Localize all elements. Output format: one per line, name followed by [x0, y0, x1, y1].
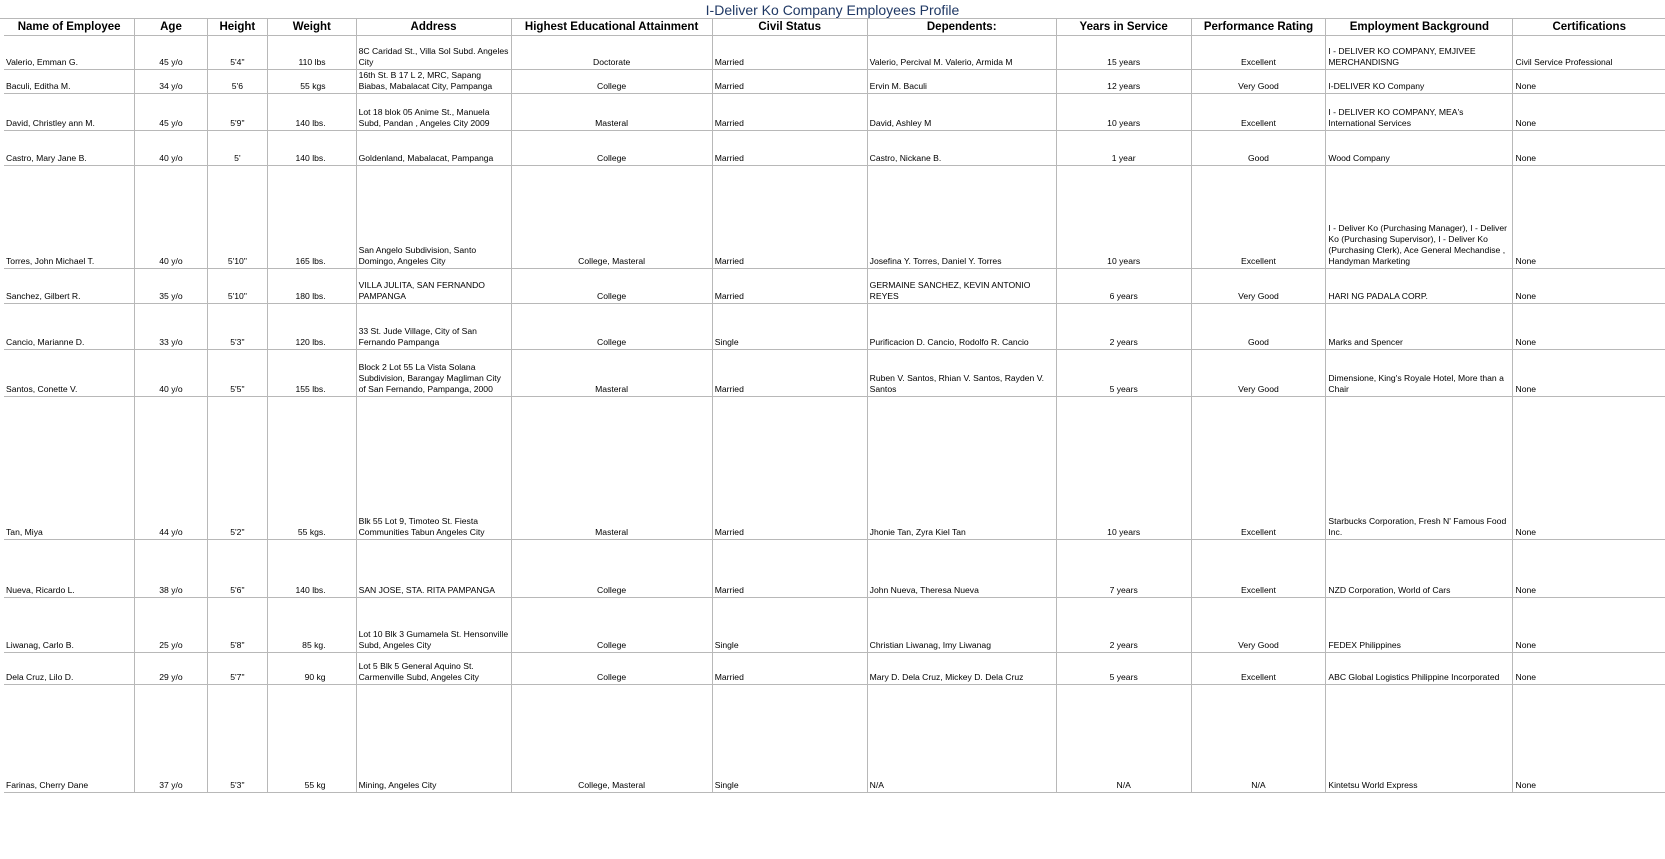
years-in-service-cell[interactable]: 1 year: [1056, 131, 1191, 166]
name-cell[interactable]: Dela Cruz, Lilo D.: [4, 653, 135, 685]
certifications-cell[interactable]: None: [1513, 94, 1665, 131]
age-cell[interactable]: 44 y/o: [135, 397, 207, 540]
civil-status-cell[interactable]: Married: [712, 166, 867, 269]
address-cell[interactable]: 8C Caridad St., Villa Sol Subd. Angeles City: [356, 36, 511, 70]
height-cell[interactable]: 5'5": [207, 350, 267, 397]
age-cell[interactable]: 35 y/o: [135, 269, 207, 304]
employment-background-cell[interactable]: Starbucks Corporation, Fresh N' Famous Food Inc.: [1326, 397, 1513, 540]
certifications-cell[interactable]: None: [1513, 304, 1665, 350]
header-row: [4, 18, 1665, 36]
education-cell[interactable]: College: [511, 131, 712, 166]
certifications-cell[interactable]: None: [1513, 397, 1665, 540]
education-cell[interactable]: Masteral: [511, 94, 712, 131]
height-cell[interactable]: 5'10": [207, 166, 267, 269]
employment-background-cell[interactable]: Marks and Spencer: [1326, 304, 1513, 350]
employment-background-cell[interactable]: I - DELIVER KO COMPANY, EMJIVEE MERCHANDISNG: [1326, 36, 1513, 70]
name-cell[interactable]: Santos, Conette V.: [4, 350, 135, 397]
certifications-cell[interactable]: None: [1513, 685, 1665, 793]
performance-rating-cell[interactable]: Excellent: [1191, 540, 1326, 598]
header-civil-status[interactable]: Civil Status: [712, 18, 867, 36]
dependents-cell[interactable]: John Nueva, Theresa Nueva: [867, 540, 1056, 598]
height-cell[interactable]: 5'6": [207, 540, 267, 598]
employment-background-cell[interactable]: HARI NG PADALA CORP.: [1326, 269, 1513, 304]
performance-rating-cell[interactable]: Excellent: [1191, 653, 1326, 685]
education-cell[interactable]: College: [511, 540, 712, 598]
employment-background-cell[interactable]: NZD Corporation, World of Cars: [1326, 540, 1513, 598]
name-cell[interactable]: Tan, Miya: [4, 397, 135, 540]
certifications-cell[interactable]: None: [1513, 350, 1665, 397]
dependents-cell[interactable]: Ervin M. Baculi: [867, 70, 1056, 94]
employment-background-cell[interactable]: FEDEX Philippines: [1326, 598, 1513, 653]
height-cell[interactable]: 5'10": [207, 269, 267, 304]
performance-rating-cell[interactable]: Excellent: [1191, 36, 1326, 70]
dependents-cell[interactable]: Ruben V. Santos, Rhian V. Santos, Rayden V. Santos: [867, 350, 1056, 397]
dependents-cell[interactable]: Castro, Nickane B.: [867, 131, 1056, 166]
sheet-title: I-Deliver Ko Company Employees Profile: [0, 0, 1665, 19]
header-height[interactable]: Height: [207, 18, 267, 36]
civil-status-cell[interactable]: Single: [712, 304, 867, 350]
education-cell[interactable]: College: [511, 269, 712, 304]
certifications-cell[interactable]: Civil Service Professional: [1513, 36, 1665, 70]
table-row: [4, 166, 1665, 269]
weight-cell[interactable]: 120 lbs.: [268, 304, 357, 350]
years-in-service-cell[interactable]: 10 years: [1056, 397, 1191, 540]
education-cell[interactable]: College: [511, 653, 712, 685]
name-cell[interactable]: Valerio, Emman G.: [4, 36, 135, 70]
name-cell[interactable]: Liwanag, Carlo B.: [4, 598, 135, 653]
header-dependents[interactable]: Dependents:: [867, 18, 1056, 36]
years-in-service-cell[interactable]: 10 years: [1056, 94, 1191, 131]
address-cell[interactable]: Lot 10 Blk 3 Gumamela St. Hensonville Subd, Angeles City: [356, 598, 511, 653]
years-in-service-cell[interactable]: 2 years: [1056, 304, 1191, 350]
dependents-cell[interactable]: Christian Liwanag, Imy Liwanag: [867, 598, 1056, 653]
header-age[interactable]: Age: [135, 18, 207, 36]
address-cell[interactable]: San Angelo Subdivision, Santo Domingo, Angeles City: [356, 166, 511, 269]
employment-background-cell[interactable]: ABC Global Logistics Philippine Incorporated: [1326, 653, 1513, 685]
weight-cell[interactable]: 110 lbs: [268, 36, 357, 70]
address-cell[interactable]: Lot 5 Blk 5 General Aquino St. Carmenville Subd, Angeles City: [356, 653, 511, 685]
certifications-cell[interactable]: None: [1513, 540, 1665, 598]
employment-background-cell[interactable]: I-DELIVER KO Company: [1326, 70, 1513, 94]
civil-status-cell[interactable]: Married: [712, 36, 867, 70]
performance-rating-cell[interactable]: N/A: [1191, 685, 1326, 793]
table-row: [4, 304, 1665, 350]
employment-background-cell[interactable]: Kintetsu World Express: [1326, 685, 1513, 793]
weight-cell[interactable]: 140 lbs.: [268, 540, 357, 598]
weight-cell[interactable]: 180 lbs.: [268, 269, 357, 304]
name-cell[interactable]: Sanchez, Gilbert R.: [4, 269, 135, 304]
address-cell[interactable]: Lot 18 blok 05 Anime St., Manuela Subd, Pandan , Angeles City 2009: [356, 94, 511, 131]
header-certifications[interactable]: Certifications: [1513, 18, 1665, 36]
performance-rating-cell[interactable]: Excellent: [1191, 94, 1326, 131]
header-address[interactable]: Address: [356, 18, 511, 36]
performance-rating-cell[interactable]: Good: [1191, 304, 1326, 350]
age-cell[interactable]: 29 y/o: [135, 653, 207, 685]
civil-status-cell[interactable]: Single: [712, 685, 867, 793]
dependents-cell[interactable]: Valerio, Percival M. Valerio, Armida M: [867, 36, 1056, 70]
weight-cell[interactable]: 165 lbs.: [268, 166, 357, 269]
header-employment-background[interactable]: Employment Background: [1326, 18, 1513, 36]
dependents-cell[interactable]: Josefina Y. Torres, Daniel Y. Torres: [867, 166, 1056, 269]
civil-status-cell[interactable]: Married: [712, 70, 867, 94]
certifications-cell[interactable]: None: [1513, 70, 1665, 94]
civil-status-cell[interactable]: Married: [712, 269, 867, 304]
education-cell[interactable]: College, Masteral: [511, 685, 712, 793]
table-row: [4, 598, 1665, 653]
civil-status-cell[interactable]: Married: [712, 94, 867, 131]
address-cell[interactable]: Goldenland, Mabalacat, Pampanga: [356, 131, 511, 166]
age-cell[interactable]: 40 y/o: [135, 350, 207, 397]
employment-background-cell[interactable]: I - DELIVER KO COMPANY, MEA's International Services: [1326, 94, 1513, 131]
civil-status-cell[interactable]: Married: [712, 397, 867, 540]
years-in-service-cell[interactable]: N/A: [1056, 685, 1191, 793]
certifications-cell[interactable]: None: [1513, 269, 1665, 304]
address-cell[interactable]: Mining, Angeles City: [356, 685, 511, 793]
header-weight[interactable]: Weight: [268, 18, 357, 36]
height-cell[interactable]: 5': [207, 131, 267, 166]
height-cell[interactable]: 5'3": [207, 685, 267, 793]
years-in-service-cell[interactable]: 12 years: [1056, 70, 1191, 94]
age-cell[interactable]: 33 y/o: [135, 304, 207, 350]
header-education[interactable]: Highest Educational Attainment: [511, 18, 712, 36]
height-cell[interactable]: 5'9": [207, 94, 267, 131]
table-row: [4, 350, 1665, 397]
dependents-cell[interactable]: Jhonie Tan, Zyra Kiel Tan: [867, 397, 1056, 540]
weight-cell[interactable]: 140 lbs.: [268, 94, 357, 131]
age-cell[interactable]: 34 y/o: [135, 70, 207, 94]
age-cell[interactable]: 45 y/o: [135, 94, 207, 131]
age-cell[interactable]: 40 y/o: [135, 166, 207, 269]
height-cell[interactable]: 5'8": [207, 598, 267, 653]
dependents-cell[interactable]: Purificacion D. Cancio, Rodolfo R. Cancio: [867, 304, 1056, 350]
civil-status-cell[interactable]: Married: [712, 653, 867, 685]
name-cell[interactable]: Torres, John Michael T.: [4, 166, 135, 269]
header-years-in-service[interactable]: Years in Service: [1056, 18, 1191, 36]
years-in-service-cell[interactable]: 15 years: [1056, 36, 1191, 70]
years-in-service-cell[interactable]: 5 years: [1056, 653, 1191, 685]
performance-rating-cell[interactable]: Good: [1191, 131, 1326, 166]
weight-cell[interactable]: 55 kg: [268, 685, 357, 793]
height-cell[interactable]: 5'4": [207, 36, 267, 70]
civil-status-cell[interactable]: Married: [712, 131, 867, 166]
name-cell[interactable]: Farinas, Cherry Dane: [4, 685, 135, 793]
weight-cell[interactable]: 90 kg: [268, 653, 357, 685]
dependents-cell[interactable]: David, Ashley M: [867, 94, 1056, 131]
dependents-cell[interactable]: N/A: [867, 685, 1056, 793]
employees-table: [4, 18, 1665, 793]
table-row: [4, 653, 1665, 685]
dependents-cell[interactable]: Mary D. Dela Cruz, Mickey D. Dela Cruz: [867, 653, 1056, 685]
years-in-service-cell[interactable]: 7 years: [1056, 540, 1191, 598]
employment-background-cell[interactable]: I - Deliver Ko (Purchasing Manager), I - Deliver Ko (Purchasing Supervisor), I - Deliver Ko (Purchasing Clerk), Ace General Mechandise , Handyman Marketing: [1326, 166, 1513, 269]
civil-status-cell[interactable]: Single: [712, 598, 867, 653]
address-cell[interactable]: 16th St. B 17 L 2, MRC, Sapang Biabas, Mabalacat City, Pampanga: [356, 70, 511, 94]
table-row: [4, 540, 1665, 598]
employment-background-cell[interactable]: Dimensione, King's Royale Hotel, More than a Chair: [1326, 350, 1513, 397]
weight-cell[interactable]: 55 kgs.: [268, 397, 357, 540]
performance-rating-cell[interactable]: Very Good: [1191, 350, 1326, 397]
weight-cell[interactable]: 140 lbs.: [268, 131, 357, 166]
age-cell[interactable]: 38 y/o: [135, 540, 207, 598]
performance-rating-cell[interactable]: Very Good: [1191, 70, 1326, 94]
table-row: [4, 131, 1665, 166]
performance-rating-cell[interactable]: Excellent: [1191, 166, 1326, 269]
years-in-service-cell[interactable]: 6 years: [1056, 269, 1191, 304]
dependents-cell[interactable]: GERMAINE SANCHEZ, KEVIN ANTONIO REYES: [867, 269, 1056, 304]
address-cell[interactable]: Block 2 Lot 55 La Vista Solana Subdivision, Barangay Magliman City of San Fernando, Pampanga, 2000: [356, 350, 511, 397]
education-cell[interactable]: College: [511, 598, 712, 653]
header-performance-rating[interactable]: Performance Rating: [1191, 18, 1326, 36]
height-cell[interactable]: 5'2": [207, 397, 267, 540]
name-cell[interactable]: Castro, Mary Jane B.: [4, 131, 135, 166]
civil-status-cell[interactable]: Married: [712, 540, 867, 598]
education-cell[interactable]: Masteral: [511, 397, 712, 540]
name-cell[interactable]: Nueva, Ricardo L.: [4, 540, 135, 598]
address-cell[interactable]: Blk 55 Lot 9, Timoteo St. Fiesta Communities Tabun Angeles City: [356, 397, 511, 540]
civil-status-cell[interactable]: Married: [712, 350, 867, 397]
height-cell[interactable]: 5'7": [207, 653, 267, 685]
certifications-cell[interactable]: None: [1513, 166, 1665, 269]
height-cell[interactable]: 5'3": [207, 304, 267, 350]
performance-rating-cell[interactable]: Very Good: [1191, 269, 1326, 304]
address-cell[interactable]: VILLA JULITA, SAN FERNANDO PAMPANGA: [356, 269, 511, 304]
table-row: [4, 70, 1665, 94]
age-cell[interactable]: 45 y/o: [135, 36, 207, 70]
certifications-cell[interactable]: None: [1513, 598, 1665, 653]
name-cell[interactable]: Cancio, Marianne D.: [4, 304, 135, 350]
certifications-cell[interactable]: None: [1513, 131, 1665, 166]
height-cell[interactable]: 5'6: [207, 70, 267, 94]
address-cell[interactable]: 33 St. Jude Village, City of San Fernando Pampanga: [356, 304, 511, 350]
years-in-service-cell[interactable]: 10 years: [1056, 166, 1191, 269]
weight-cell[interactable]: 155 lbs.: [268, 350, 357, 397]
name-cell[interactable]: Baculi, Editha M.: [4, 70, 135, 94]
performance-rating-cell[interactable]: Excellent: [1191, 397, 1326, 540]
weight-cell[interactable]: 55 kgs: [268, 70, 357, 94]
age-cell[interactable]: 25 y/o: [135, 598, 207, 653]
table-row: [4, 36, 1665, 70]
education-cell[interactable]: Masteral: [511, 350, 712, 397]
table-row: [4, 685, 1665, 793]
age-cell[interactable]: 40 y/o: [135, 131, 207, 166]
header-name[interactable]: Name of Employee: [4, 18, 135, 36]
years-in-service-cell[interactable]: 5 years: [1056, 350, 1191, 397]
employment-background-cell[interactable]: Wood Company: [1326, 131, 1513, 166]
table-row: [4, 397, 1665, 540]
years-in-service-cell[interactable]: 2 years: [1056, 598, 1191, 653]
education-cell[interactable]: Doctorate: [511, 36, 712, 70]
education-cell[interactable]: College: [511, 70, 712, 94]
table-row: [4, 94, 1665, 131]
education-cell[interactable]: College: [511, 304, 712, 350]
age-cell[interactable]: 37 y/o: [135, 685, 207, 793]
certifications-cell[interactable]: None: [1513, 653, 1665, 685]
performance-rating-cell[interactable]: Very Good: [1191, 598, 1326, 653]
weight-cell[interactable]: 85 kg.: [268, 598, 357, 653]
address-cell[interactable]: SAN JOSE, STA. RITA PAMPANGA: [356, 540, 511, 598]
name-cell[interactable]: David, Christley ann M.: [4, 94, 135, 131]
education-cell[interactable]: College, Masteral: [511, 166, 712, 269]
table-row: [4, 269, 1665, 304]
